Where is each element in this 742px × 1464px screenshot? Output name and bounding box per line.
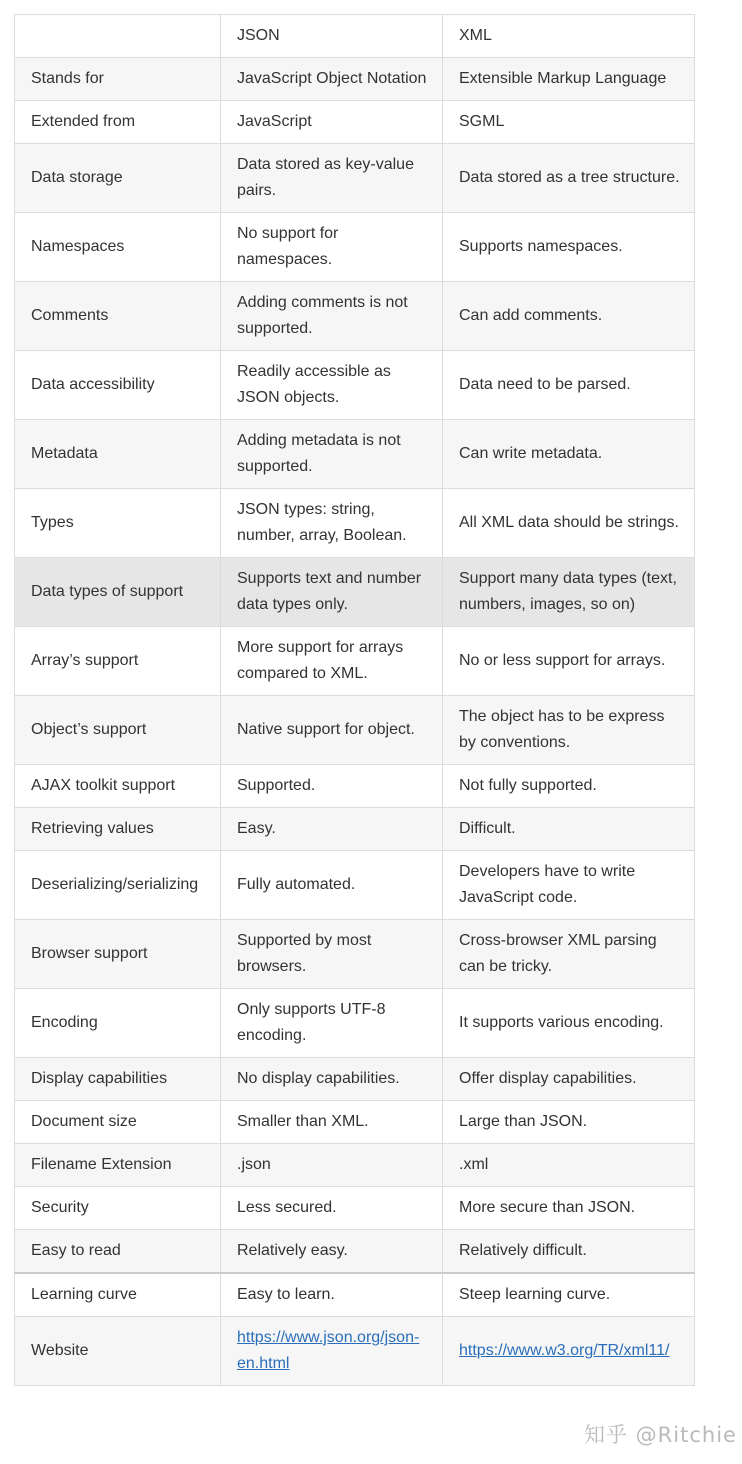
xml-cell: Not fully supported. <box>443 765 695 808</box>
xml-cell <box>443 1317 695 1386</box>
xml-cell: It supports various encoding. <box>443 989 695 1058</box>
table-row <box>15 489 695 558</box>
table-row <box>15 213 695 282</box>
table-row <box>15 627 695 696</box>
xml-cell: Supports namespaces. <box>443 213 695 282</box>
json-cell: Adding metadata is not supported. <box>221 420 443 489</box>
xml-cell: Can add comments. <box>443 282 695 351</box>
xml-cell: Cross-browser XML parsing can be tricky. <box>443 920 695 989</box>
table-row <box>15 282 695 351</box>
feature-cell: Encoding <box>15 989 221 1058</box>
xml-cell: Large than JSON. <box>443 1101 695 1144</box>
xml-cell: Data need to be parsed. <box>443 351 695 420</box>
feature-cell: Data accessibility <box>15 351 221 420</box>
table-row-website <box>15 1317 695 1386</box>
feature-cell: Array’s support <box>15 627 221 696</box>
table-row <box>15 696 695 765</box>
comparison-table <box>14 14 695 1386</box>
table-header-row <box>15 15 695 58</box>
table-row <box>15 808 695 851</box>
table-row <box>15 351 695 420</box>
table-row <box>15 989 695 1058</box>
xml-website-link[interactable]: https://www.w3.org/TR/xml11/ <box>459 1342 670 1359</box>
xml-cell: Difficult. <box>443 808 695 851</box>
json-cell <box>221 1317 443 1386</box>
json-cell: Only supports UTF-8 encoding. <box>221 989 443 1058</box>
feature-cell: Namespaces <box>15 213 221 282</box>
header-feature-cell <box>15 15 221 58</box>
table-row <box>15 1230 695 1274</box>
json-cell: Fully automated. <box>221 851 443 920</box>
xml-cell: No or less support for arrays. <box>443 627 695 696</box>
xml-cell: The object has to be express by conventions. <box>443 696 695 765</box>
json-cell: JavaScript Object Notation <box>221 58 443 101</box>
table-row <box>15 101 695 144</box>
table-row <box>15 1058 695 1101</box>
header-xml-cell: XML <box>443 15 695 58</box>
feature-cell: Stands for <box>15 58 221 101</box>
json-cell: Relatively easy. <box>221 1230 443 1274</box>
json-cell: Smaller than XML. <box>221 1101 443 1144</box>
feature-cell: Types <box>15 489 221 558</box>
xml-cell: Can write metadata. <box>443 420 695 489</box>
xml-cell: More secure than JSON. <box>443 1187 695 1230</box>
feature-cell: Security <box>15 1187 221 1230</box>
json-cell: Readily accessible as JSON objects. <box>221 351 443 420</box>
json-cell: Easy to learn. <box>221 1273 443 1317</box>
feature-cell: Document size <box>15 1101 221 1144</box>
feature-cell: Website <box>15 1317 221 1386</box>
feature-cell: Object’s support <box>15 696 221 765</box>
feature-cell: AJAX toolkit support <box>15 765 221 808</box>
feature-cell: Browser support <box>15 920 221 989</box>
json-cell: Adding comments is not supported. <box>221 282 443 351</box>
feature-cell: Extended from <box>15 101 221 144</box>
table-row <box>15 1144 695 1187</box>
table-row <box>15 920 695 989</box>
table-row <box>15 765 695 808</box>
xml-cell: Steep learning curve. <box>443 1273 695 1317</box>
feature-cell: Retrieving values <box>15 808 221 851</box>
table-row <box>15 1187 695 1230</box>
json-cell: Data stored as key-value pairs. <box>221 144 443 213</box>
xml-cell: All XML data should be strings. <box>443 489 695 558</box>
header-json-cell: JSON <box>221 15 443 58</box>
table-row-highlighted <box>15 558 695 627</box>
table-row <box>15 1101 695 1144</box>
xml-cell: .xml <box>443 1144 695 1187</box>
feature-cell: Easy to read <box>15 1230 221 1274</box>
feature-cell: Filename Extension <box>15 1144 221 1187</box>
xml-cell: Support many data types (text, numbers, images, so on) <box>443 558 695 627</box>
feature-cell: Display capabilities <box>15 1058 221 1101</box>
table-row <box>15 420 695 489</box>
json-cell: Native support for object. <box>221 696 443 765</box>
json-cell: Supported. <box>221 765 443 808</box>
json-cell: Supported by most browsers. <box>221 920 443 989</box>
json-cell: Supports text and number data types only. <box>221 558 443 627</box>
xml-cell: Data stored as a tree structure. <box>443 144 695 213</box>
xml-cell: Offer display capabilities. <box>443 1058 695 1101</box>
json-cell: Less secured. <box>221 1187 443 1230</box>
xml-cell: Relatively difficult. <box>443 1230 695 1274</box>
json-cell: .json <box>221 1144 443 1187</box>
json-cell: More support for arrays compared to XML. <box>221 627 443 696</box>
feature-cell: Data storage <box>15 144 221 213</box>
table-row <box>15 144 695 213</box>
xml-cell: Extensible Markup Language <box>443 58 695 101</box>
json-cell: JavaScript <box>221 101 443 144</box>
table-row <box>15 58 695 101</box>
xml-cell: SGML <box>443 101 695 144</box>
json-cell: JSON types: string, number, array, Boolean. <box>221 489 443 558</box>
feature-cell: Metadata <box>15 420 221 489</box>
table-row <box>15 1273 695 1317</box>
table-row <box>15 851 695 920</box>
feature-cell: Comments <box>15 282 221 351</box>
json-cell: No support for namespaces. <box>221 213 443 282</box>
feature-cell: Deserializing/serializing <box>15 851 221 920</box>
watermark: 知乎 @Ritchie <box>584 1423 737 1447</box>
xml-cell: Developers have to write JavaScript code. <box>443 851 695 920</box>
json-website-link[interactable]: https://www.json.org/json-en.html <box>237 1329 420 1372</box>
feature-cell: Learning curve <box>15 1273 221 1317</box>
json-cell: Easy. <box>221 808 443 851</box>
feature-cell: Data types of support <box>15 558 221 627</box>
json-cell: No display capabilities. <box>221 1058 443 1101</box>
